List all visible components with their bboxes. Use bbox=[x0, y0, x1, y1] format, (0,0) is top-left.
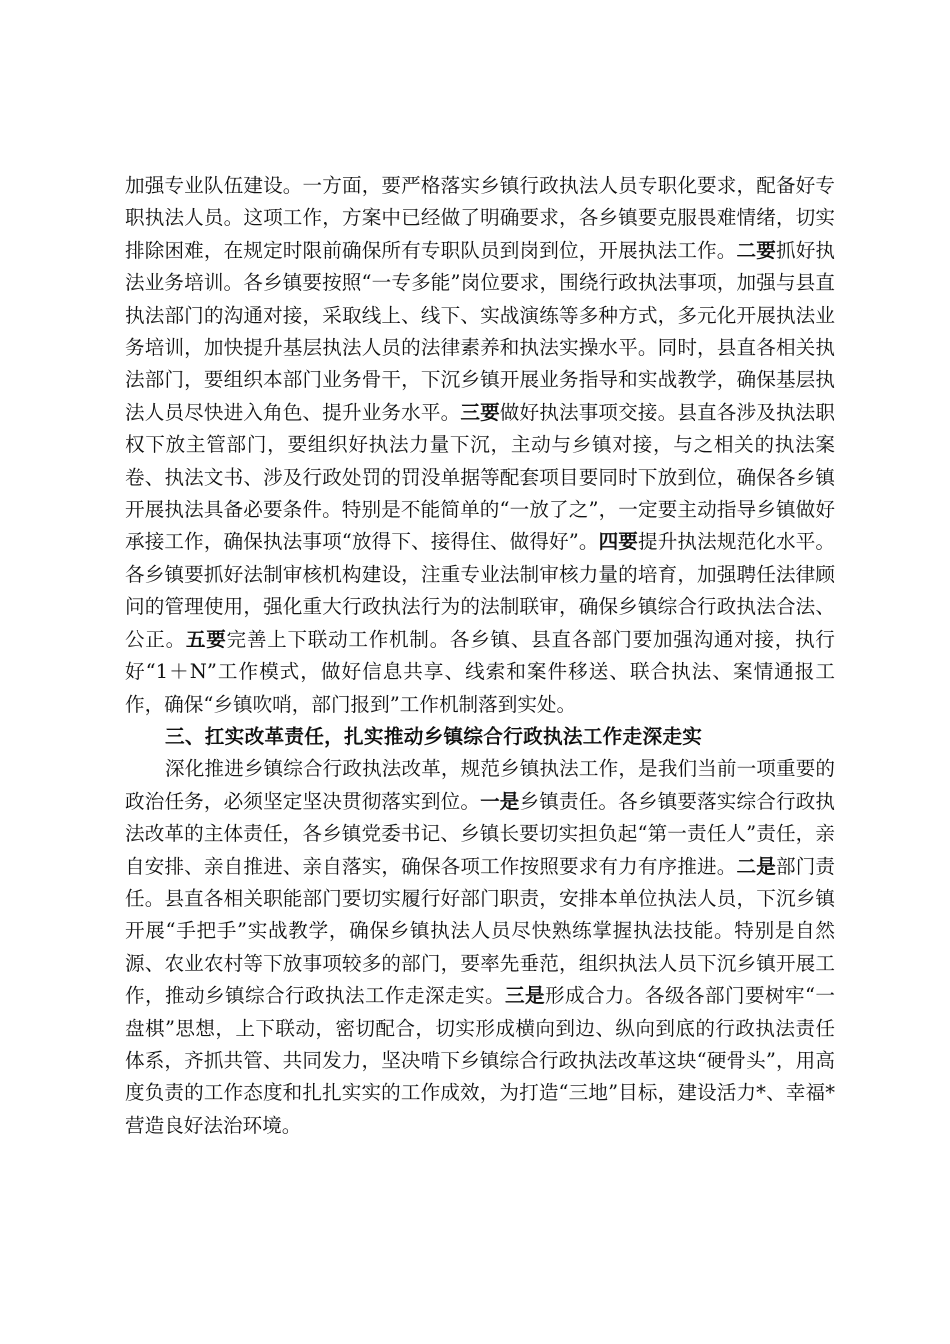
text-run: 形成合力。各级各部门要树牢“一盘棋”思想，上下联动，密切配合，切实形成横向到边、纵向到底的行政执法责任体系，齐抓共管、共同发力，坚决啃下乡镇综合行政执法改革这块“硬骨头”，用高度负责的工作态度和扎扎实实的工作成效，为打造“三地”目标，建设活力*、幸福*营造良好法治环境。 bbox=[125, 984, 835, 1137]
text-run: 完善上下联动工作机制。各乡镇、县直各部门要加强沟通对接，执行好“1＋N”工作模式，做好信息共享、线索和案件移送、联合执法、案情通报工作，确保“乡镇吹哨，部门报到”工作机制落到实处。 bbox=[125, 627, 836, 716]
bold-marker: 二要 bbox=[736, 238, 776, 262]
paragraph-team-building bbox=[125, 170, 835, 721]
bold-marker: 四要 bbox=[598, 530, 639, 554]
bold-marker: 二是 bbox=[736, 854, 776, 878]
text-run: 深化推进乡镇综合行政执法改革，规范乡镇执法工作，是我们当前一项重要的政治任务，必须坚定坚决贯彻落实到位。 bbox=[125, 757, 835, 813]
text-run: 乡镇责任。各乡镇要落实综合行政执法改革的主体责任，各乡镇党委书记、乡镇长要切实担负起“第一责任人”责任，亲自安排、亲自推进、亲自落实，确保各项工作按照要求有力有序推进。 bbox=[125, 789, 836, 878]
text-run: 提升执法规范化水平。各乡镇要抓好法制审核机构建设，注重专业法制审核力量的培育，加强聘任法律顾问的管理使用，强化重大行政执法行为的法制联审，确保乡镇综合行政执法合法、公正。 bbox=[125, 530, 835, 651]
bold-marker: 三是 bbox=[504, 984, 545, 1008]
section-heading: 三、扛实改革责任，扎实推动乡镇综合行政执法工作走深走实 bbox=[165, 724, 703, 748]
text-run: 做好执法事项交接。县直各涉及执法职权下放主管部门，要组织好执法力量下沉，主动与乡镇对接，与之相关的执法案卷、执法文书、涉及行政处罚的罚没单据等配套项目要同时下放到位，确保各乡镇开展执法具备必要条件。特别是不能简单的“一放了之”，一定要主动指导乡镇做好承接工作，确保执法事项“放得下、接得住、做得好”。 bbox=[125, 400, 836, 554]
text-run: 抓好执法业务培训。各乡镇要按照“一专多能”岗位要求，围绕行政执法事项，加强与县直执法部门的沟通对接，采取线上、线下、实战演练等多种方式，多元化开展执法业务培训，加快提升基层执法人员的法律素养和执法实操水平。同时，县直各相关执法部门，要组织本部门业务骨干，下沉乡镇开展业务指导和实战教学，确保基层执法人员尽快进入角色、提升业务水平。 bbox=[125, 238, 836, 424]
bold-marker: 一是 bbox=[480, 789, 520, 813]
document-page bbox=[125, 170, 835, 1142]
text-run: 部门责任。县直各相关职能部门要切实履行好部门职责，安排本单位执法人员，下沉乡镇开展“手把手”实战教学，确保乡镇执法人员尽快熟练掌握执法技能。特别是自然源、农业农村等下放事项较多的部门，要率先垂范，组织执法人员下沉乡镇开展工作，推动乡镇综合行政执法工作走深走实。 bbox=[125, 854, 836, 1008]
bold-marker: 五要 bbox=[185, 627, 227, 651]
bold-marker: 三要 bbox=[460, 400, 500, 424]
text-run: 加强专业队伍建设。一方面，要严格落实乡镇行政执法人员专职化要求，配备好专职执法人员。这项工作，方案中已经做了明确要求，各乡镇要克服畏难情绪，切实排除困难，在规定时限前确保所有专职队员到岗到位，开展执法工作。 bbox=[125, 174, 835, 262]
paragraph-responsibility bbox=[125, 753, 835, 1142]
